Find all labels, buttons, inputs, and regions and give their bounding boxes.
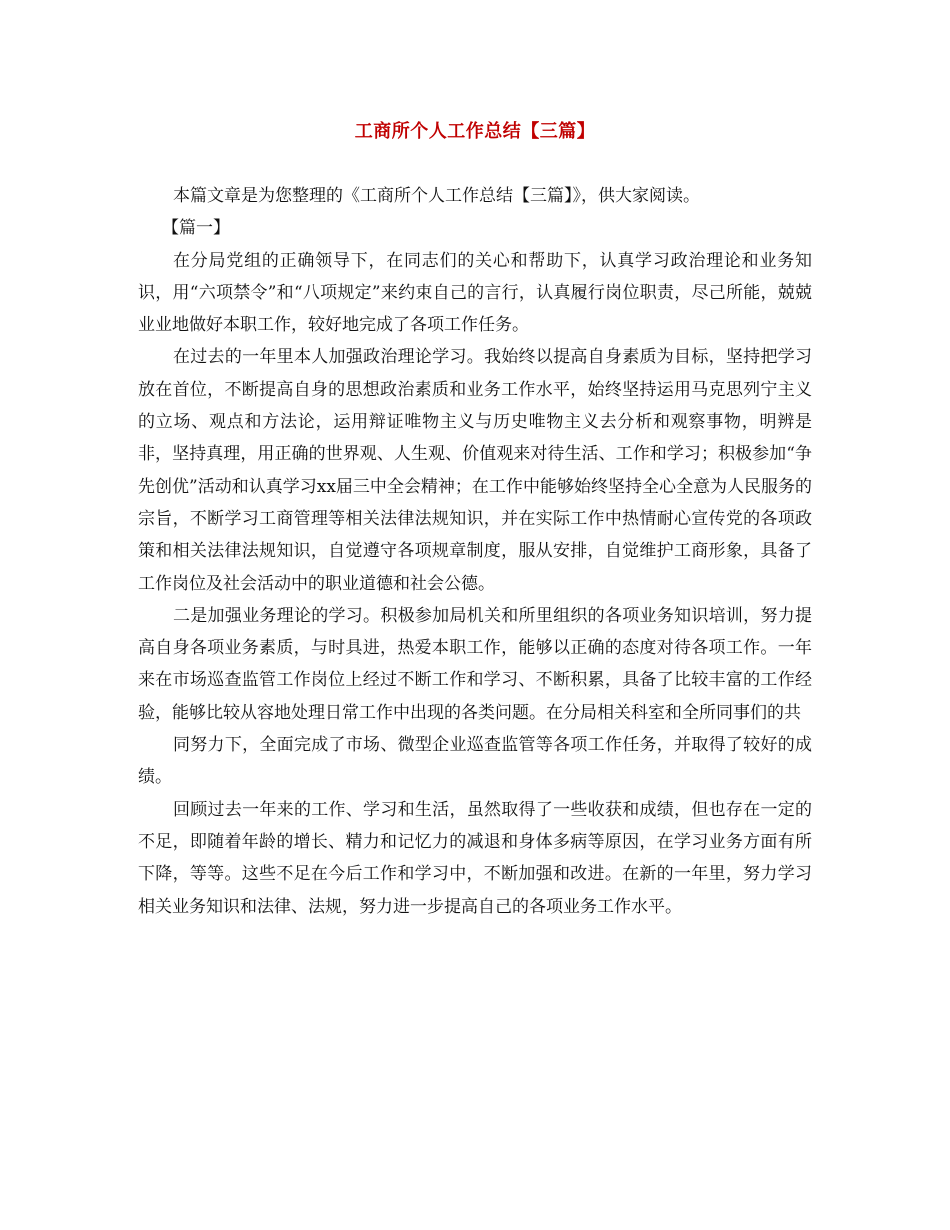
document-title: 工商所个人工作总结【三篇】 — [354, 121, 596, 142]
body-paragraph: 同努力下，全面完成了市场、微型企业巡查监管等各项工作任务，并取得了较好的成绩。 — [138, 735, 812, 788]
body-paragraph: 在分局党组的正确领导下，在同志们的关心和帮助下，认真学习政治理论和业务知识，用“六项禁令”和“八项规定”来约束自己的言行，认真履行岗位职责，尽己所能，兢兢业业地做好本职工作，较好地完成了各项工作任务。 — [138, 250, 812, 336]
body-paragraph: 回顾过去一年来的工作、学习和生活，虽然取得了一些收获和成绩，但也存在一定的不足，即随着年龄的增长、精力和记忆力的减退和身体多病等原因，在学习业务方面有所下降，等等。这些不足在今后工作和学习中，不断加强和改进。在新的一年里，努力学习相关业务知识和法律、法规，努力进一步提高自己的各项业务工作水平。 — [138, 799, 812, 917]
body-paragraph: 二是加强业务理论的学习。积极参加局机关和所里组织的各项业务知识培训，努力提高自身各项业务素质，与时具进，热爱本职工作，能够以正确的态度对待各项工作。一年来在市场巡查监管工作岗位上经过不断工作和学习、不断积累，具备了比较丰富的工作经验，能够比较从容地处理日常工作中出现的各类问题。在分局相关科室和全所同事们的共 — [138, 605, 812, 723]
section-heading-part-one: 【篇一】 — [162, 218, 230, 239]
intro-paragraph: 本篇文章是为您整理的《工商所个人工作总结【三篇】》，供大家阅读。 — [173, 186, 700, 206]
body-paragraph: 在过去的一年里本人加强政治理论学习。我始终以提高自身素质为目标，坚持把学习放在首位，不断提高自身的思想政治素质和业务工作水平，始终坚持运用马克思列宁主义的立场、观点和方法论，运用辩证唯物主义与历史唯物主义去分析和观察事物，明辨是非，坚持真理，用正确的世界观、人生观、价值观来对待生活、工作和学习；积极参加“争先创优”活动和认真学习xx届三中全会精神；在工作中能够始终坚持全心全意为人民服务的宗旨，不断学习工商管理等相关法律法规知识，并在实际工作中热情耐心宣传党的各项政策和相关法律法规知识，自觉遵守各项规章制度，服从安排，自觉维护工商形象，具备了工作岗位及社会活动中的职业道德和社会公德。 — [138, 347, 812, 594]
